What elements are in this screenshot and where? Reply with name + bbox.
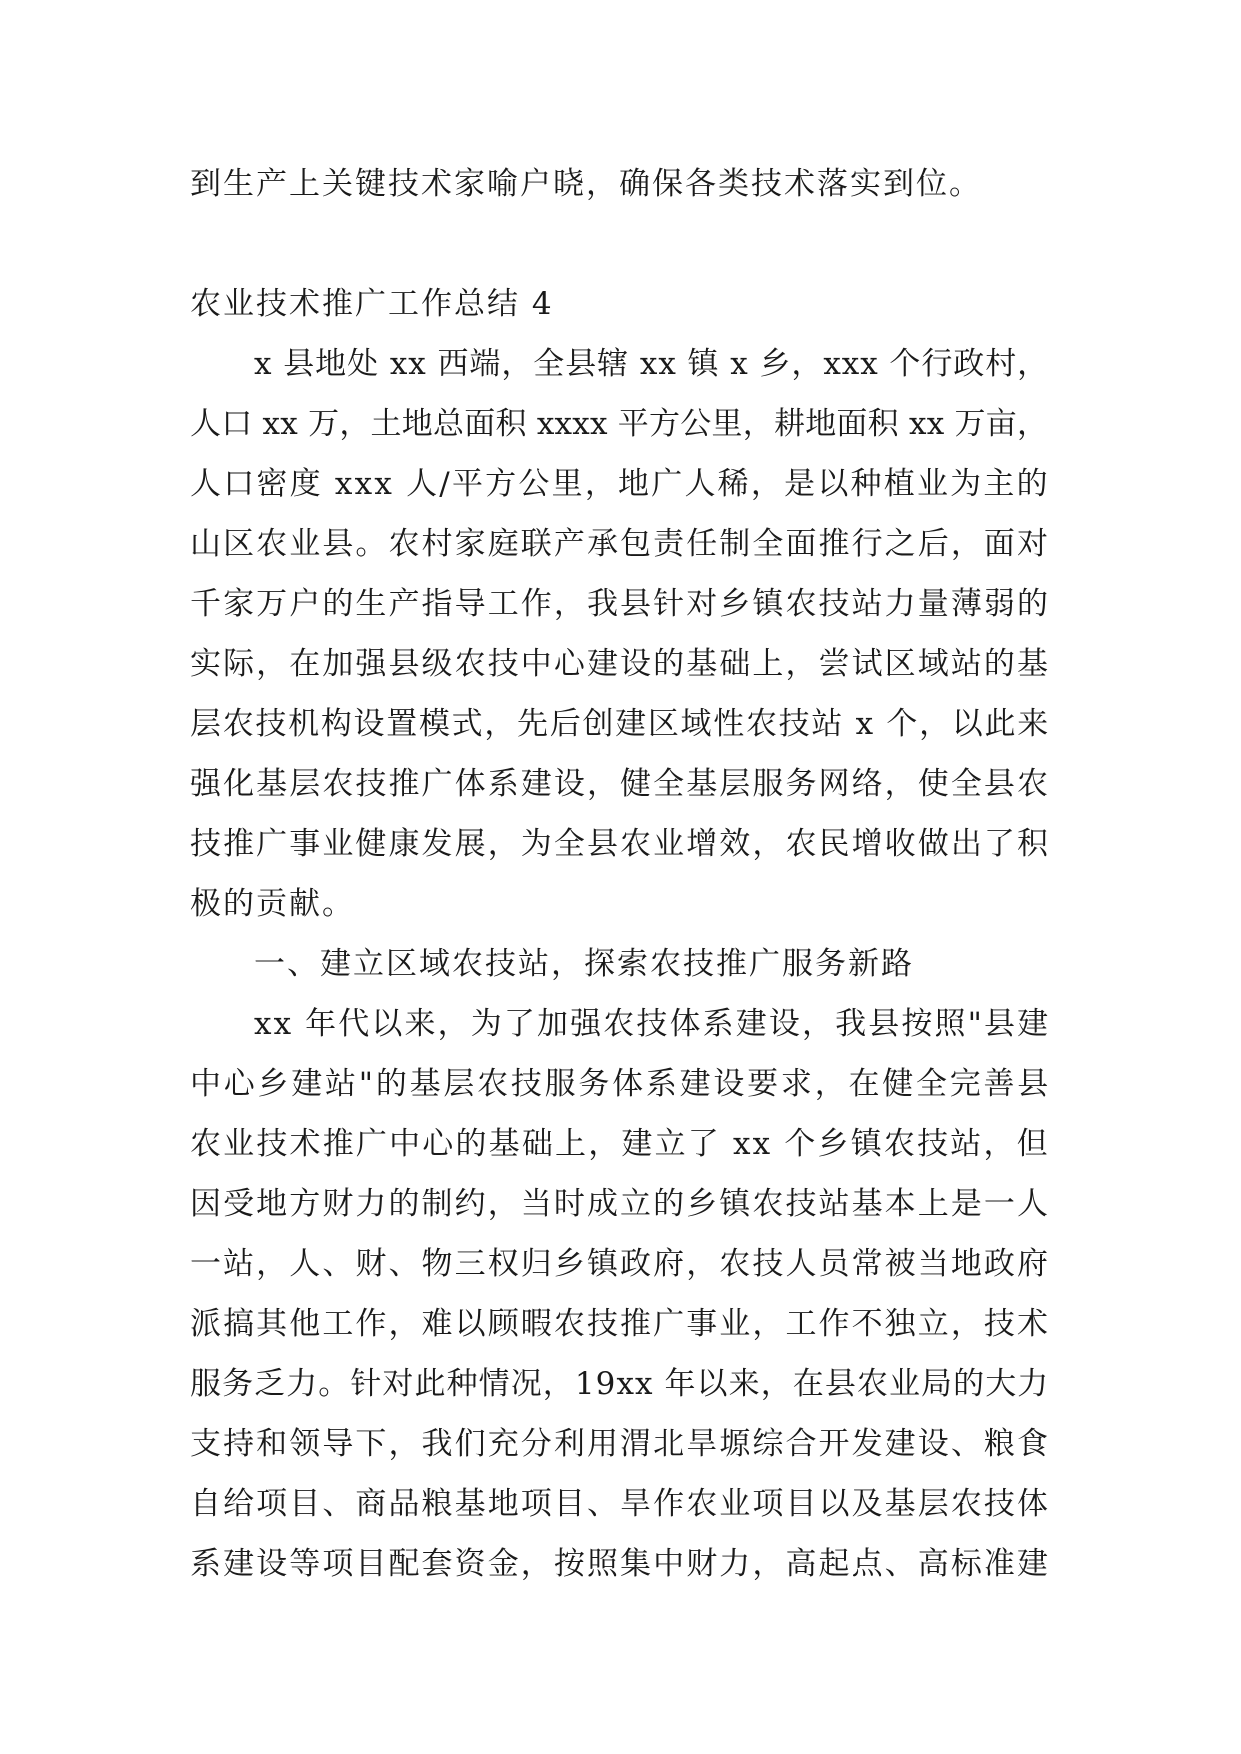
- text-line-15: 中心乡建站"的基层农技服务体系建设要求，在健全完善县: [190, 1066, 1052, 1102]
- text-line-3: x 县地处 xx 西端，全县辖 xx 镇 x 乡，xxx 个行政村，: [254, 346, 1050, 382]
- text-line-17: 因受地方财力的制约，当时成立的乡镇农技站基本上是一人: [190, 1186, 1051, 1222]
- text-line-14: xx 年代以来，为了加强农技体系建设，我县按照"县建: [254, 1006, 1051, 1042]
- text-line-21: 支持和领导下，我们充分利用渭北旱塬综合开发建设、粮食: [190, 1426, 1051, 1462]
- text-line-23: 系建设等项目配套资金，按照集中财力，高起点、高标准建: [190, 1546, 1051, 1582]
- text-line-18: 一站，人、财、物三权归乡镇政府，农技人员常被当地政府: [190, 1246, 1051, 1282]
- section-heading: 一、建立区域农技站，探索农技推广服务新路: [254, 946, 914, 982]
- text-line-10: 强化基层农技推广体系建设，健全基层服务网络，使全县农: [190, 766, 1051, 802]
- text-line-11: 技推广事业健康发展，为全县农业增效，农民增收做出了积: [190, 826, 1051, 862]
- text-line-5: 人口密度 xxx 人/平方公里，地广人稀，是以种植业为主的: [190, 466, 1050, 502]
- text-line-1: 到生产上关键技术家喻户晓，确保各类技术落实到位。: [190, 166, 982, 202]
- text-line-4: 人口 xx 万，土地总面积 xxxx 平方公里，耕地面积 xx 万亩，: [190, 406, 1049, 442]
- text-line-22: 自给项目、商品粮基地项目、旱作农业项目以及基层农技体: [190, 1486, 1051, 1522]
- text-line-20: 服务乏力。针对此种情况，19xx 年以来，在县农业局的大力: [190, 1366, 1050, 1402]
- text-line-8: 实际，在加强县级农技中心建设的基础上，尝试区域站的基: [190, 646, 1051, 682]
- section-title: 农业技术推广工作总结 4: [190, 286, 554, 322]
- text-line-6: 山区农业县。农村家庭联产承包责任制全面推行之后，面对: [190, 526, 1051, 562]
- text-line-19: 派搞其他工作，难以顾暇农技推广事业，工作不独立，技术: [190, 1306, 1051, 1342]
- text-line-7: 千家万户的生产指导工作，我县针对乡镇农技站力量薄弱的: [190, 586, 1051, 622]
- text-line-12: 极的贡献。: [190, 886, 355, 922]
- text-line-9: 层农技机构设置模式，先后创建区域性农技站 x 个，以此来: [190, 706, 1050, 742]
- text-line-16: 农业技术推广中心的基础上，建立了 xx 个乡镇农技站，但: [190, 1126, 1050, 1162]
